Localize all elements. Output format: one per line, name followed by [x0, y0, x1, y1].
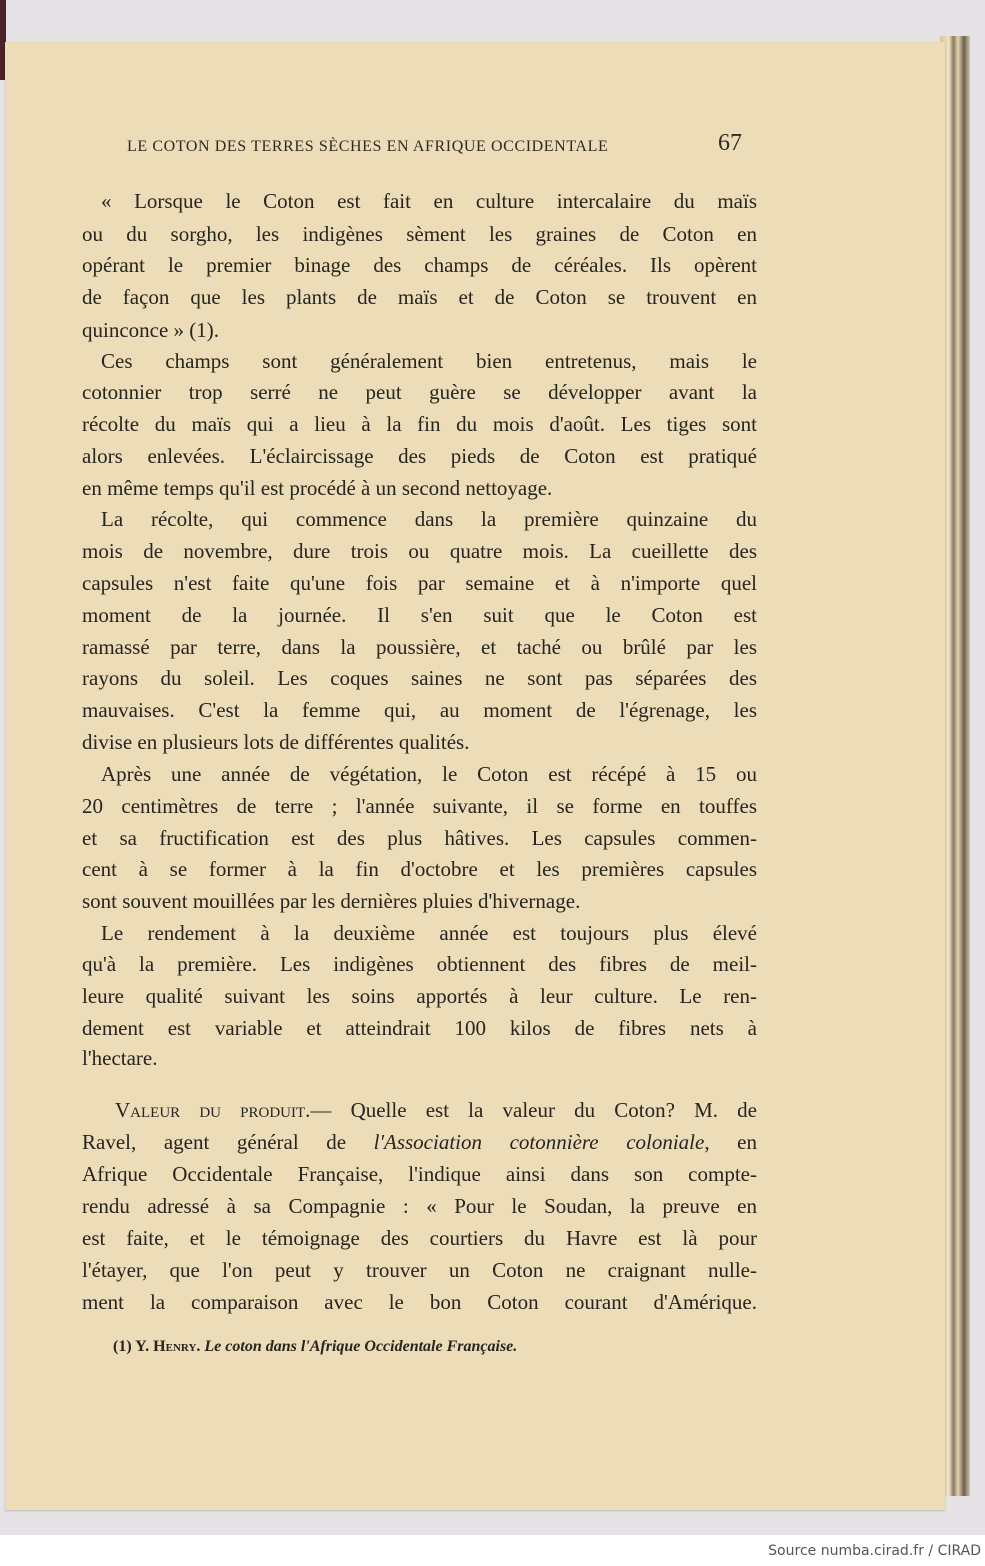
- page-number: 67: [718, 130, 742, 156]
- section-heading: Valeur du produit.: [115, 1098, 311, 1122]
- italic-title: l'Association cotonnière coloniale: [373, 1130, 705, 1154]
- text-line: Le rendement à la deuxième année est toujours plus élevé: [101, 921, 757, 945]
- source-credit: Source numba.cirad.fr / CIRAD: [768, 1543, 981, 1559]
- text-line: cent à se former à la fin d'octobre et les premières capsules: [82, 857, 757, 881]
- text-line: alors enlevées. L'éclaircissage des pieds de Coton est pratiqué: [82, 444, 757, 468]
- text-line: La récolte, qui commence dans la première quinzaine du: [101, 507, 757, 531]
- text-span: — Quelle est la valeur du Coton? M. de: [310, 1098, 758, 1122]
- text-line: récolte du maïs qui a lieu à la fin du mois d'août. Les tiges sont: [82, 412, 757, 436]
- running-header: LE COTON DES TERRES SÈCHES EN AFRIQUE OCCIDENTALE: [127, 138, 609, 155]
- text-line: 20 centimètres de terre ; l'année suivante, il se forme en touffes: [82, 794, 757, 818]
- text-line: dement est variable et atteindrait 100 kilos de fibres nets à: [82, 1016, 757, 1040]
- text-line: Après une année de végétation, le Coton est récépé à 15 ou: [101, 762, 757, 786]
- text-line: l'hectare.: [82, 1046, 158, 1070]
- text-line: divise en plusieurs lots de différentes qualités.: [82, 730, 470, 754]
- text-line: sont souvent mouillées par les dernières pluies d'hivernage.: [82, 889, 581, 913]
- text-line: quinconce » (1).: [82, 318, 220, 342]
- text-line: « Lorsque le Coton est fait en culture intercalaire du maïs: [101, 189, 757, 213]
- text-line: de façon que les plants de maïs et de Coton se trouvent en: [82, 285, 757, 309]
- text-line: leure qualité suivant les soins apportés à leur culture. Le ren-: [82, 984, 757, 1008]
- text-line: mauvaises. C'est la femme qui, au moment de l'égrenage, les: [82, 698, 757, 722]
- text-line: l'étayer, que l'on peut y trouver un Coton ne craignant nulle-: [82, 1258, 757, 1282]
- text-line: opérant le premier binage des champs de céréales. Ils opèrent: [82, 253, 757, 277]
- text-line: mois de novembre, dure trois ou quatre mois. La cueillette des: [82, 539, 757, 563]
- text-line: Ces champs sont généralement bien entretenus, mais le: [101, 349, 757, 373]
- footnote: (1) Y. Henry. Le coton dans l'Afrique Occidentale Française.: [113, 1338, 518, 1355]
- section-first-line: [82, 1097, 757, 1123]
- footnote-title: Le coton dans l'Afrique Occidentale Française.: [204, 1338, 518, 1355]
- text-line: en même temps qu'il est procédé à un second nettoyage.: [82, 476, 553, 500]
- footnote-mark: (1) Y.: [113, 1338, 154, 1355]
- footnote-author: Henry: [153, 1338, 197, 1355]
- text-line: et sa fructification est des plus hâtives. Les capsules commen-: [82, 826, 757, 850]
- text-line: ment la comparaison avec le bon Coton courant d'Amérique.: [82, 1290, 757, 1314]
- text-span: Ravel, agent général de: [82, 1130, 374, 1154]
- text-line: ramassé par terre, dans la poussière, et taché ou brûlé par les: [82, 635, 757, 659]
- text-line: moment de la journée. Il s'en suit que le Coton est: [82, 603, 757, 627]
- text-line: qu'à la première. Les indigènes obtiennent des fibres de meil-: [82, 952, 757, 976]
- text-line: ou du sorgho, les indigènes sèment les graines de Coton en: [82, 222, 757, 246]
- text-line: capsules n'est faite qu'une fois par semaine et à n'importe quel: [82, 571, 757, 595]
- text-line: est faite, et le témoignage des courtiers du Havre est là pour: [82, 1226, 757, 1250]
- text-line: rendu adressé à sa Compagnie : « Pour le Soudan, la preuve en: [82, 1194, 757, 1218]
- section-line: [82, 1129, 757, 1155]
- text-line: rayons du soleil. Les coques saines ne sont pas séparées des: [82, 666, 757, 690]
- text-span: , en: [704, 1130, 757, 1154]
- text-line: cotonnier trop serré ne peut guère se développer avant la: [82, 380, 757, 404]
- text-line: Afrique Occidentale Française, l'indique ainsi dans son compte-: [82, 1162, 757, 1186]
